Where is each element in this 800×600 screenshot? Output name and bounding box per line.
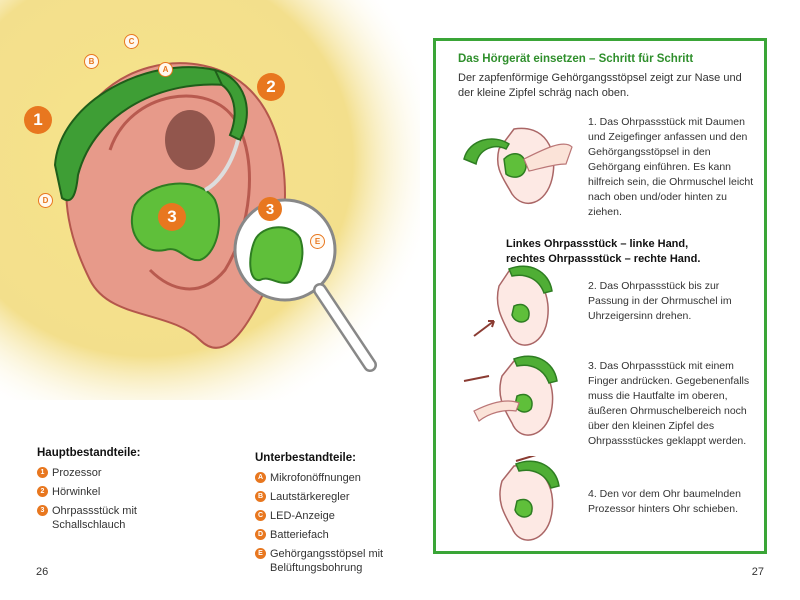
callout-c: C	[124, 34, 139, 49]
step-2-illustration	[454, 261, 574, 356]
letter-e-badge: E	[255, 548, 266, 559]
page-number-right: 27	[751, 566, 764, 578]
letter-d-badge: D	[255, 529, 266, 540]
callout-d: D	[38, 193, 53, 208]
step-4-text: 4. Den vor dem Ohr baumelnden Prozessor hinters Ohr schieben.	[588, 488, 741, 515]
step-3-illustration	[454, 351, 574, 446]
callout-3-zoom: 3	[258, 197, 282, 221]
instructions-title: Das Hörgerät einsetzen – Schritt für Schritt	[458, 53, 694, 65]
list-item: E Gehörgangsstöpsel mit Belüftungsbohrung	[255, 547, 395, 575]
list-item: D Batteriefach	[255, 528, 395, 542]
callout-3: 3	[158, 203, 186, 231]
list-item: A Mikrofonöffnungen	[255, 471, 395, 485]
number-1-badge: 1	[37, 467, 48, 478]
list-item: 2 Hörwinkel	[37, 485, 177, 499]
main-parts-title: Hauptbestandteile:	[37, 447, 141, 459]
callout-e: E	[310, 234, 325, 249]
callout-a: A	[158, 62, 173, 77]
ear-hearing-aid-illustration	[0, 0, 420, 420]
letter-b-badge: B	[255, 491, 266, 502]
list-item: B Lautstärkeregler	[255, 490, 395, 504]
step-4-illustration	[454, 456, 574, 551]
step-1-illustration	[454, 119, 574, 214]
hand-note: Linkes Ohrpassstück – linke Hand, rechtes Ohrpassstück – rechte Hand.	[506, 238, 701, 265]
sub-parts-list	[255, 471, 395, 580]
list-item: C LED-Anzeige	[255, 509, 395, 523]
instructions-intro: Der zapfenförmige Gehörgangsstöpsel zeigt zur Nase und der kleine Zipfel schräg nach oben.	[458, 72, 742, 99]
right-page	[400, 0, 800, 600]
letter-c-badge: C	[255, 510, 266, 521]
instructions-frame	[433, 38, 767, 554]
main-parts-list	[37, 466, 177, 537]
list-item: 1 Prozessor	[37, 466, 177, 480]
number-3-badge: 3	[37, 505, 48, 516]
sub-parts-title: Unterbestandteile:	[255, 452, 356, 464]
step-2-text: 2. Das Ohrpassstück bis zur Passung in der Ohrmuschel im Uhrzeigersinn drehen.	[588, 280, 732, 322]
step-1-text: 1. Das Ohrpassstück mit Daumen und Zeigefinger anfassen und den Gehörgangsstöpsel in den Gehörgang einführen. Es kann hilfreich sein, die Ohrmuschel leicht nach oben und/oder hinten zu ziehen.	[588, 116, 754, 218]
list-item: 3 Ohrpassstück mit Schallschlauch	[37, 504, 157, 532]
letter-a-badge: A	[255, 472, 266, 483]
callout-2: 2	[257, 73, 285, 101]
step-3-text: 3. Das Ohrpassstück mit einem Finger andrücken. Gegebenenfalls muss die Hautfalte im oberen, äußeren Ohrmuschelbereich noch über den kleinen Zipfel des Ohrpassstückes geklappt werden.	[588, 360, 750, 447]
callout-1: 1	[24, 106, 52, 134]
page-number-left: 26	[36, 566, 49, 578]
number-2-badge: 2	[37, 486, 48, 497]
callout-b: B	[84, 54, 99, 69]
